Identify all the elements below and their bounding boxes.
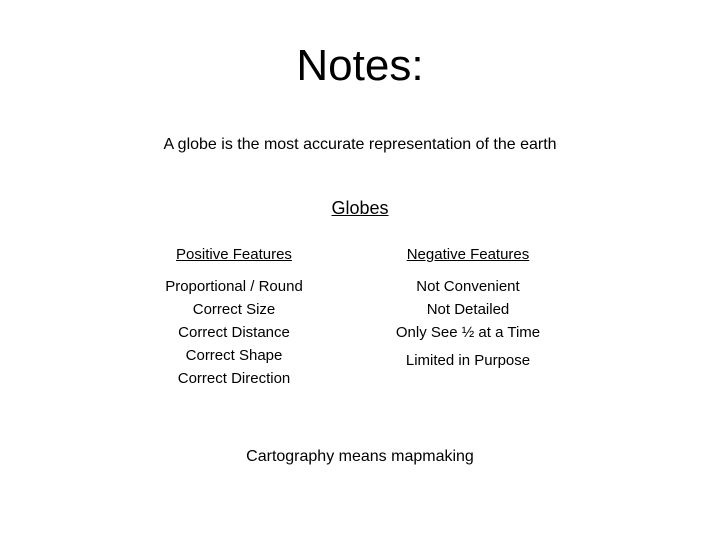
list-item: Limited in Purpose xyxy=(405,352,531,369)
slide-subtitle: A globe is the most accurate representation of the earth xyxy=(163,136,557,153)
positive-features-list xyxy=(114,275,354,390)
list-item: Only See ½ at a Time xyxy=(395,324,541,341)
section-heading-text: Globes xyxy=(331,198,389,218)
positive-features-heading-text: Positive Features xyxy=(176,246,292,263)
negative-features-heading xyxy=(348,243,588,266)
slide-title: Notes: xyxy=(296,41,424,90)
footer-note: Cartography means mapmaking xyxy=(246,448,474,465)
positive-features-heading xyxy=(114,243,354,266)
list-item: Correct Shape xyxy=(185,347,283,364)
list-item: Correct Direction xyxy=(177,370,291,387)
positive-features-column xyxy=(114,243,354,390)
negative-features-heading-text: Negative Features xyxy=(406,246,530,263)
list-item: Not Detailed xyxy=(426,301,510,318)
list-item: Correct Distance xyxy=(178,324,290,341)
list-item: Proportional / Round xyxy=(165,278,303,295)
list-item: Correct Size xyxy=(192,301,276,318)
negative-features-list xyxy=(348,275,588,372)
list-item: Not Convenient xyxy=(416,278,520,295)
negative-features-column xyxy=(348,243,588,372)
section-heading xyxy=(0,197,720,219)
